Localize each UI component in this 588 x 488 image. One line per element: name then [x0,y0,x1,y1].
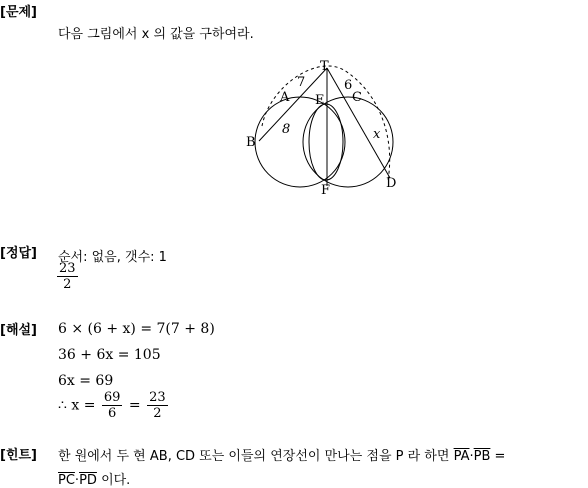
solution-line-1: 6 × (6 + x) = 7(7 + 8) [58,321,215,337]
length-AB: 8 [282,122,291,137]
solution-line-3: 6x = 69 [58,373,114,389]
hint-label: [힌트] [0,448,37,463]
hint-tail: 이다. [101,473,131,488]
solution-frac2-num: 23 [149,390,166,405]
solution-frac1-num: 69 [103,390,121,405]
answer-frac-den: 2 [63,277,72,292]
answer-text: 순서: 없음, 갯수: 1 [58,250,167,265]
point-T: T [320,59,329,74]
hint-text: 한 원에서 두 현 AB, CD 또는 이들의 연장선이 만나는 점을 P 라 하면 [58,449,450,464]
length-TC: 6 [344,78,353,93]
length-CD: x [373,127,381,142]
point-E: E [315,93,325,108]
solution-line-2: 36 + 6x = 105 [58,347,161,363]
solution-frac1-den: 6 [108,406,117,421]
hint-segment-PD: $\overline{PD}$ [79,473,97,488]
hint-segment-PB: $\overline{PB}$ [473,449,491,464]
hint-segment-PC: $\overline{PC}$ [58,473,75,488]
answer-fraction [55,261,80,292]
answer-label: [정답] [0,246,37,261]
left-circle [255,97,345,187]
length-TA: 7 [297,75,306,90]
point-C: C [352,90,362,105]
inner-ellipse [309,104,343,180]
hint-segment-PA: $\overline{PA}$ [453,449,470,464]
line-TD [327,68,390,178]
hint-line-2 [58,469,130,488]
problem-label: [문제] [0,5,37,20]
solution-label: [해설] [0,323,37,338]
hint-line-1 [58,445,505,464]
problem-text: 다음 그림에서 x 의 값을 구하여라. [58,27,254,42]
solution-frac2-den: 2 [153,406,162,421]
point-A: A [280,90,290,105]
point-F: F [321,183,331,198]
point-B: B [246,135,256,150]
solution-line-4 [58,390,170,421]
answer-frac-num: 23 [59,261,76,276]
hint-eq: = [494,449,506,464]
hint-dot-2: · [74,473,80,488]
solution-line-4-eq: = [128,397,141,414]
solution-line-4-prefix: ∴ x = [58,397,96,414]
hint-dot-1: · [469,449,474,464]
point-D: D [386,176,397,191]
